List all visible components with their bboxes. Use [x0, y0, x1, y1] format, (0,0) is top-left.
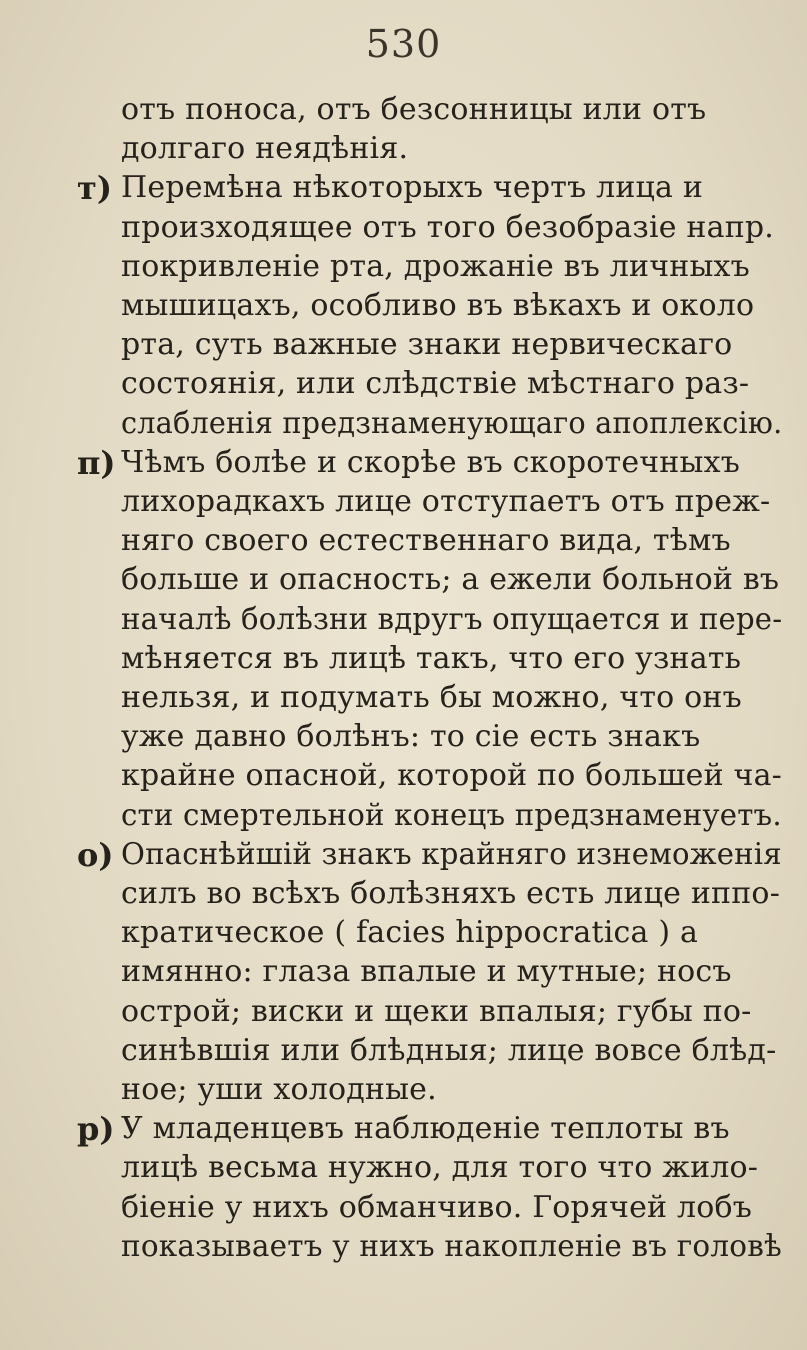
- text-line: отъ поноса, отъ безсонницы или отъ: [121, 92, 707, 127]
- text-line: силъ во всѣхъ болѣзняхъ есть лице иппо-: [121, 876, 781, 911]
- text-line: рта, суть важные знаки нервическаго: [121, 327, 733, 363]
- text-line: лихорадкахъ лице отступаетъ отъ преж-: [121, 484, 771, 519]
- text-line: крайне опасной, которой по большей ча-: [121, 758, 782, 794]
- text-line: синѣвшія или блѣдныя; лице вовсе блѣд-: [121, 1032, 777, 1068]
- text-line: покривленіе рта, дрожаніе въ личныхъ: [121, 248, 750, 284]
- text-line: больше и опасность; а ежели больной въ: [121, 562, 780, 598]
- text-line: мѣняется въ лицѣ такъ, что его узнать: [121, 640, 742, 676]
- text-line: слабленія предзнаменующаго апоплексію.: [121, 405, 783, 441]
- text-line: У младенцевъ наблюденіе теплоты въ: [121, 1111, 730, 1147]
- text-line: острой; виски и щеки впалыя; губы по-: [121, 993, 752, 1029]
- text-line: Опаснѣйшій знакъ крайняго изнеможенія: [121, 836, 782, 872]
- text-line: началѣ болѣзни вдругъ опущается и пере-: [121, 601, 783, 637]
- text-line: состоянія, или слѣдствіе мѣстнаго раз-: [121, 366, 750, 402]
- text-line: мышицахъ, особливо въ вѣкахъ и около: [121, 288, 755, 323]
- text-line: нельзя, и подумать бы можно, что онъ: [121, 680, 742, 715]
- text-line: біеніе у нихъ обманчиво. Горячей лобъ: [121, 1189, 753, 1225]
- text-line: ное; уши холодные.: [121, 1072, 437, 1107]
- paragraph-marker: р): [77, 1110, 115, 1149]
- paragraph-marker: т): [77, 169, 112, 208]
- text-line: няго своего естественнаго вида, тѣмъ: [121, 523, 731, 559]
- text-line: уже давно болѣнъ: то сіе есть знакъ: [121, 719, 701, 755]
- paragraph-marker: о): [77, 835, 114, 874]
- text-line: имянно: глаза впалые и мутные; носъ: [121, 954, 732, 990]
- page-number: 530: [365, 22, 442, 66]
- text-line: сти смертельной конецъ предзнаменуетъ.: [121, 797, 782, 833]
- text-line: долгаго неядѣнія.: [121, 131, 409, 167]
- paragraph-marker: п): [77, 443, 116, 482]
- text-line: произходящее отъ того безобразіе напр.: [121, 209, 775, 245]
- text-line: Перемѣна нѣкоторыхъ чертъ лица и: [121, 170, 704, 206]
- text-line: показываетъ у нихъ накопленіе въ головѣ: [121, 1228, 782, 1264]
- text-line: кратическое ( facies hippocratica ) а: [121, 915, 699, 951]
- text-line: Чѣмъ болѣе и скорѣе въ скоротечныхъ: [121, 444, 740, 480]
- text-line: лицѣ весьма нужно, для того что жило-: [121, 1150, 759, 1186]
